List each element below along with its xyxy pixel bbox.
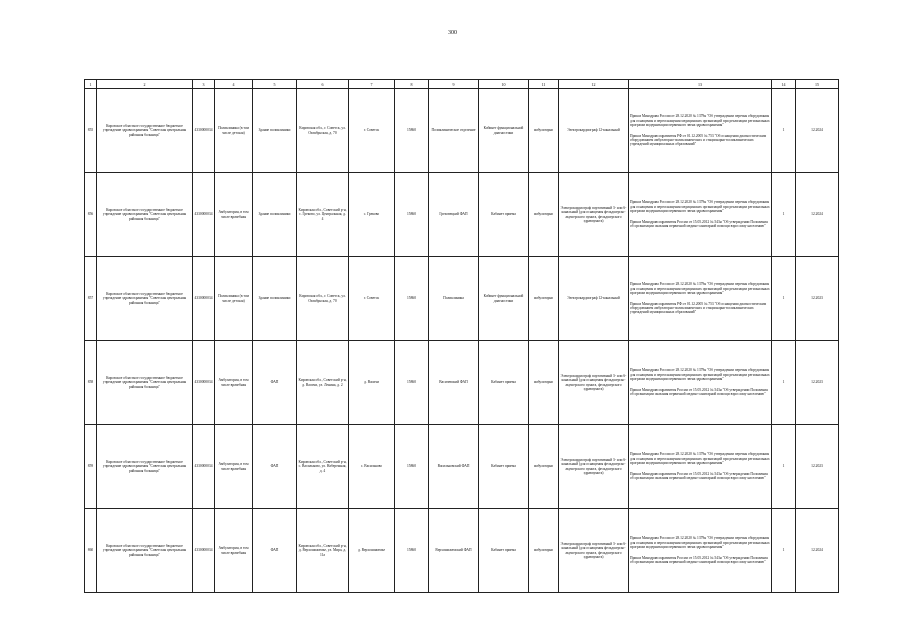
header-row xyxy=(85,80,839,89)
table-row xyxy=(85,89,839,173)
address-cell: Кировская обл., Советский р-н, д. Верхошижемье, ул. Мира, д. 11а xyxy=(297,509,349,593)
basis-order-1: Приказ Минздрава России от 28.12.2020 № 1379н "Об утверждении перечня оборудования для оснащения и переоснащения медицинских организаций при реализации региональных программ модернизации первичного звена здравоохранения" xyxy=(630,368,770,382)
row-number: 858 xyxy=(85,341,97,425)
care-type-cell: амбулаторно xyxy=(529,89,559,173)
basis-cell xyxy=(629,89,772,173)
room-cell: Кабинет приема xyxy=(479,509,529,593)
organization-cell: Кировское областное государственное бюджетное учреждение здравоохранения "Советская центральная районная больница" xyxy=(97,425,193,509)
care-type-cell: амбулаторно xyxy=(529,341,559,425)
department-cell: Верхошижемский ФАП xyxy=(429,509,479,593)
building-cell: ФАП xyxy=(253,509,297,593)
subdivision-cell: Амбулатория, в том числе врачебная xyxy=(215,509,253,593)
locality-cell: г. Советск xyxy=(349,257,395,341)
code-cell: 15860 xyxy=(395,89,429,173)
quantity-cell: 1 xyxy=(772,173,796,257)
basis-order-1: Приказ Минздрава России от 28.12.2020 № 1379н "Об утверждении перечня оборудования для оснащения и переоснащения медицинских организаций при реализации региональных программ модернизации первичного звена здравоохранения" xyxy=(630,282,770,296)
equipment-cell: Электрокардиограф 12-канальный xyxy=(559,257,629,341)
date-cell: 12.2023 xyxy=(796,341,839,425)
subdivision-cell: Амбулатория, в том числе врачебная xyxy=(215,341,253,425)
date-cell: 12.2024 xyxy=(796,89,839,173)
room-cell: Кабинет функциональной диагностики xyxy=(479,89,529,173)
table-row xyxy=(85,341,839,425)
row-number: 855 xyxy=(85,89,97,173)
col-header: 9 xyxy=(429,80,479,89)
quantity-cell: 1 xyxy=(772,257,796,341)
address-cell: Кировская обл., Советский р-н, д. Васичи, ул. Ленина, д. 2 xyxy=(297,341,349,425)
locality-cell: с. Греково xyxy=(349,173,395,257)
inn-cell: 4330000034 xyxy=(193,173,215,257)
organization-cell: Кировское областное государственное бюджетное учреждение здравоохранения "Советская центральная районная больница" xyxy=(97,173,193,257)
col-header: 3 xyxy=(193,80,215,89)
col-header: 6 xyxy=(297,80,349,89)
care-type-cell: амбулаторно xyxy=(529,173,559,257)
date-cell: 12.2024 xyxy=(796,173,839,257)
date-cell: 12.2024 xyxy=(796,509,839,593)
code-cell: 15860 xyxy=(395,509,429,593)
locality-cell: д. Васичи xyxy=(349,341,395,425)
basis-order-2: Приказ Минздравсоцразвития России от 15.05.2012 № 543н "Об утверждении Положения об организации оказания первичной медико-санитарной помощи взрослому населению" xyxy=(630,387,768,397)
subdivision-cell: Поликлиника (в том числе детская) xyxy=(215,89,253,173)
basis-order-2: Приказ Минздравсоцразвития РФ от 01.12.2005 № 753 "Об оснащении диагностическим оборудованием амбулаторно-поликлинических и стационарно-поликлинических учреждений муниципальных образований" xyxy=(630,301,767,315)
inn-cell: 4330000034 xyxy=(193,509,215,593)
basis-order-1: Приказ Минздрава России от 28.12.2020 № 1379н "Об утверждении перечня оборудования для оснащения и переоснащения медицинских организаций при реализации региональных программ модернизации первичного звена здравоохранения" xyxy=(630,452,770,466)
building-cell: ФАП xyxy=(253,341,297,425)
equipment-cell: Электрокардиограф портативный 3- или 6-канальный (для оснащения фельдшерско-акушерского пункта, фельдшерского здравпункта) xyxy=(559,509,629,593)
basis-cell xyxy=(629,173,772,257)
room-cell: Кабинет функциональной диагностики xyxy=(479,257,529,341)
basis-cell xyxy=(629,341,772,425)
col-header: 14 xyxy=(772,80,796,89)
locality-cell: г. Советск xyxy=(349,89,395,173)
care-type-cell: амбулаторно xyxy=(529,257,559,341)
row-number: 856 xyxy=(85,173,97,257)
equipment-cell: Электрокардиограф портативный 3- или 6-канальный (для оснащения фельдшерско-акушерского пункта, фельдшерского здравпункта) xyxy=(559,341,629,425)
address-cell: Кировская обл., г. Советск, ул. Октябрьская, д. 70 xyxy=(297,89,349,173)
code-cell: 15860 xyxy=(395,173,429,257)
date-cell: 12.2023 xyxy=(796,257,839,341)
inn-cell: 4330000034 xyxy=(193,257,215,341)
col-header: 13 xyxy=(629,80,772,89)
address-cell: Кировская обл., г. Советск, ул. Октябрьская, д. 70 xyxy=(297,257,349,341)
care-type-cell: амбулаторно xyxy=(529,509,559,593)
equipment-table xyxy=(84,79,839,593)
quantity-cell: 1 xyxy=(772,341,796,425)
subdivision-cell: Амбулатория, в том числе врачебная xyxy=(215,173,253,257)
col-header: 5 xyxy=(253,80,297,89)
page-number: 300 xyxy=(448,30,457,36)
quantity-cell: 1 xyxy=(772,425,796,509)
building-cell: ФАП xyxy=(253,425,297,509)
locality-cell: д. Верхошижемье xyxy=(349,509,395,593)
department-cell: Васильковский ФАП xyxy=(429,425,479,509)
col-header: 8 xyxy=(395,80,429,89)
basis-cell xyxy=(629,509,772,593)
basis-order-2: Приказ Минздравсоцразвития России от 15.05.2012 № 543н "Об утверждении Положения об организации оказания первичной медико-санитарной помощи взрослому населению" xyxy=(630,471,768,481)
organization-cell: Кировское областное государственное бюджетное учреждение здравоохранения "Советская центральная районная больница" xyxy=(97,341,193,425)
room-cell: Кабинет приема xyxy=(479,341,529,425)
basis-order-1: Приказ Минздрава России от 28.12.2020 № 1379н "Об утверждении перечня оборудования для оснащения и переоснащения медицинских организаций при реализации региональных программ модернизации первичного звена здравоохранения" xyxy=(630,536,770,550)
code-cell: 15860 xyxy=(395,425,429,509)
address-cell: Кировская обл., Советский р-н, с. Греково, ул. Центральная, д. 4 xyxy=(297,173,349,257)
basis-order-2: Приказ Минздравсоцразвития России от 15.05.2012 № 543н "Об утверждении Положения об организации оказания первичной медико-санитарной помощи взрослому населению" xyxy=(630,555,768,565)
address-cell: Кировская обл., Советский р-н, с. Васильково, ул. Набережная, д. 4 xyxy=(297,425,349,509)
row-number: 859 xyxy=(85,425,97,509)
department-cell: Греховецкий ФАП xyxy=(429,173,479,257)
col-header: 12 xyxy=(559,80,629,89)
col-header: 4 xyxy=(215,80,253,89)
inn-cell: 4330000034 xyxy=(193,341,215,425)
table-row xyxy=(85,509,839,593)
inn-cell: 4330000034 xyxy=(193,89,215,173)
subdivision-cell: Амбулатория, в том числе врачебная xyxy=(215,425,253,509)
building-cell: Здание поликлиники xyxy=(253,89,297,173)
organization-cell: Кировское областное государственное бюджетное учреждение здравоохранения "Советская центральная районная больница" xyxy=(97,89,193,173)
table-row xyxy=(85,257,839,341)
basis-order-1: Приказ Минздрава России от 28.12.2020 № 1379н "Об утверждении перечня оборудования для оснащения и переоснащения медицинских организаций при реализации региональных программ модернизации первичного звена здравоохранения" xyxy=(630,114,770,128)
row-number: 860 xyxy=(85,509,97,593)
organization-cell: Кировское областное государственное бюджетное учреждение здравоохранения "Советская центральная районная больница" xyxy=(97,509,193,593)
col-header: 11 xyxy=(529,80,559,89)
organization-cell: Кировское областное государственное бюджетное учреждение здравоохранения "Советская центральная районная больница" xyxy=(97,257,193,341)
basis-order-1: Приказ Минздрава России от 28.12.2020 № 1379н "Об утверждении перечня оборудования для оснащения и переоснащения медицинских организаций при реализации региональных программ модернизации первичного звена здравоохранения" xyxy=(630,200,770,214)
care-type-cell: амбулаторно xyxy=(529,425,559,509)
quantity-cell: 1 xyxy=(772,89,796,173)
equipment-cell: Электрокардиограф портативный 3- или 6-канальный (для оснащения фельдшерско-акушерского пункта, фельдшерского здравпункта) xyxy=(559,173,629,257)
building-cell: Здание поликлиники xyxy=(253,257,297,341)
building-cell: Здание поликлиники xyxy=(253,173,297,257)
row-number: 857 xyxy=(85,257,97,341)
col-header: 7 xyxy=(349,80,395,89)
room-cell: Кабинет приема xyxy=(479,173,529,257)
basis-cell xyxy=(629,425,772,509)
locality-cell: с. Васильково xyxy=(349,425,395,509)
col-header: 15 xyxy=(796,80,839,89)
quantity-cell: 1 xyxy=(772,509,796,593)
inn-cell: 4330000034 xyxy=(193,425,215,509)
code-cell: 15860 xyxy=(395,341,429,425)
room-cell: Кабинет приема xyxy=(479,425,529,509)
department-cell: Поликлиника xyxy=(429,257,479,341)
code-cell: 15860 xyxy=(395,257,429,341)
table-row xyxy=(85,425,839,509)
basis-order-2: Приказ Минздравсоцразвития России от 15.05.2012 № 543н "Об утверждении Положения об организации оказания первичной медико-санитарной помощи взрослому населению" xyxy=(630,219,768,229)
equipment-cell: Электрокардиограф портативный 3- или 6-канальный (для оснащения фельдшерско-акушерского пункта, фельдшерского здравпункта) xyxy=(559,425,629,509)
col-header: 1 xyxy=(85,80,97,89)
subdivision-cell: Поликлиника (в том числе детская) xyxy=(215,257,253,341)
col-header: 2 xyxy=(97,80,193,89)
table-row xyxy=(85,173,839,257)
col-header: 10 xyxy=(479,80,529,89)
department-cell: Поликлиническое отделение xyxy=(429,89,479,173)
basis-cell xyxy=(629,257,772,341)
department-cell: Васичевский ФАП xyxy=(429,341,479,425)
equipment-cell: Электрокардиограф 12-канальный xyxy=(559,89,629,173)
basis-order-2: Приказ Минздравсоцразвития РФ от 01.12.2005 № 753 "Об оснащении диагностическим оборудованием амбулаторно-поликлинических и стационарно-поликлинических учреждений муниципальных образований" xyxy=(630,133,767,147)
date-cell: 12.2023 xyxy=(796,425,839,509)
